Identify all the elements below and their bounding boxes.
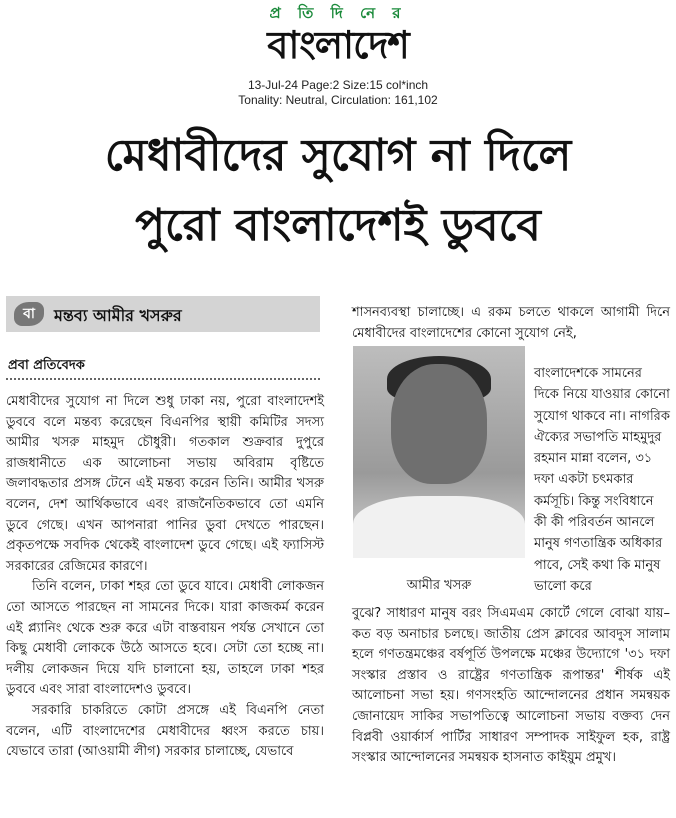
paragraph-bottom: বুঝে? সাধারণ মানুষ বরং সিএমএম কোর্টে গেলে বোঝা যায়– কত বড় অনাচার চলছে। জাতীয় প্রেস ক্লাবের আবদুস সালাম হলে গণতন্ত্রমঞ্চের বর্ষপূর্তি উপলক্ষে মঞ্চের উদ্যোগে '৩১ দফা সংস্কার প্রস্তাব ও রাষ্ট্রের গণতান্ত্রিক রূপান্তর' শীর্ষক এই আলোচনা সভা হয়। গণসংহতি আন্দোলনের প্রধান সমন্বয়ক জোনায়েদ সাকির সভাপতিত্বে আলোচনা সভায় বক্তব্য দেন বিপ্লবী ওয়ার্কার্স পার্টির সাধারণ সম্পাদক সাইফুল হক, রাষ্ট্র সংস্কার আন্দোলনের সমন্বয়ক হাসনাত কাইয়ুম প্রমুখ। [352, 606, 670, 766]
portrait-photo [353, 346, 525, 558]
paragraph-right-side: বাংলাদেশকে সামনের দিকে নিয়ে যাওয়ার কোনো সুযোগ থাকবে না। নাগরিক ঐক্যের সভাপতি মাহমুদুর রহমান মান্না বলেন, ৩১ দফা একটা চৎমকার কর্মসূচি। কিন্তু সংবিধানে কী কী পরিবর্তন আনলে মানুষ গণতান্ত্রিক অধিকার পাবে, সেই কথা কি মানুষ ভালো করে [534, 366, 670, 594]
photo-head-shape [391, 364, 487, 484]
byline-text: মন্তব্য আমীর খসরুর [54, 306, 182, 325]
photo-caption: আমীর খসরু [406, 578, 472, 593]
clipping-meta-line2: Tonality: Neutral, Circulation: 161,102 [238, 93, 438, 107]
byline-bar [6, 296, 320, 332]
article-bottom-right [352, 604, 670, 769]
paragraph-3: সরকারি চাকরিতে কোটা প্রসঙ্গে এই বিএনপি নেতা বলেন, এটি বাংলাদেশের মেধাবীদের ধ্বংস করতে চায়। যেভাবে তারা (আওয়ামী লীগ) সরকার চালাচ্ছে, যেভাবে [6, 702, 324, 760]
byline-badge: বা [14, 302, 44, 326]
clipping-meta-line1: 13-Jul-24 Page:2 Size:15 col*inch [247, 78, 429, 92]
headline-line1: মেধাবীদের সুযোগ না দিলে [104, 130, 572, 181]
masthead-tagline: প্র তি দি নে র [269, 4, 407, 22]
headline-line2: পুরো বাংলাদেশই ডুববে [135, 200, 541, 251]
photo-shirt-shape [353, 496, 525, 558]
reporter-credit: প্রবা প্রতিবেদক [8, 358, 85, 373]
article-left-column [6, 392, 324, 763]
paragraph-2: তিনি বলেন, ঢাকা শহর তো ডুবে যাবে। মেধাবী লোকজন তো আসতে পারছেন না সামনের দিকে। যারা কাজকর্ম করেন এই প্ল্যানিং থেকে শুরু করে এটা বাস্তবায়ন পর্যন্ত সেখানে তো কিছু মেধাবী লোককে উঠে আসতে হবে। সেটা তো হচ্ছে না। দলীয় লোকজন দিয়ে যদি চালানো হয়, তাহলে ঢাকা শহর ডুববে এবং সারা বাংলাদেশও ডুববে। [6, 579, 324, 698]
article-right-side [534, 350, 670, 610]
masthead-logo: বাংলাদেশ [267, 23, 409, 67]
paragraph-1: মেধাবীদের সুযোগ না দিলে শুধু ঢাকা নয়, পুরো বাংলাদেশই ডুববে বলে মন্তব্য করেছেন বিএনপির স্থায়ী কমিটির সদস্য আমীর খসরু মাহমুদ চৌধুরী। গতকাল শুক্রবার দুপুরে রাজধানীতে এক আলোচনা সভায় অবিরাম বৃষ্টিতে জলাবদ্ধতার প্রসঙ্গ টেনে এই মন্তব্য করেন তিনি। আমীর খসরু বলেন, দেশ আর্থিকভাবে এবং রাজনৈতিকভাবে তো এমনি ডুবে গেছে। এখন আপনারা পানির ডুবা দেখতে পারছেন। প্রকৃতপক্ষে সবদিক থেকেই বাংলাদেশ ডুবে গেছে। এই ফ্যাসিস্ট সরকারের রেজিমের কারণে। [6, 394, 324, 574]
paragraph-right-top: শাসনব্যবস্থা চালাচ্ছে। এ রকম চলতে থাকলে আগামী দিনে মেধাবীদের বাংলাদেশের কোনো সুযোগ নেই, [352, 305, 670, 341]
dotted-divider [6, 378, 320, 380]
